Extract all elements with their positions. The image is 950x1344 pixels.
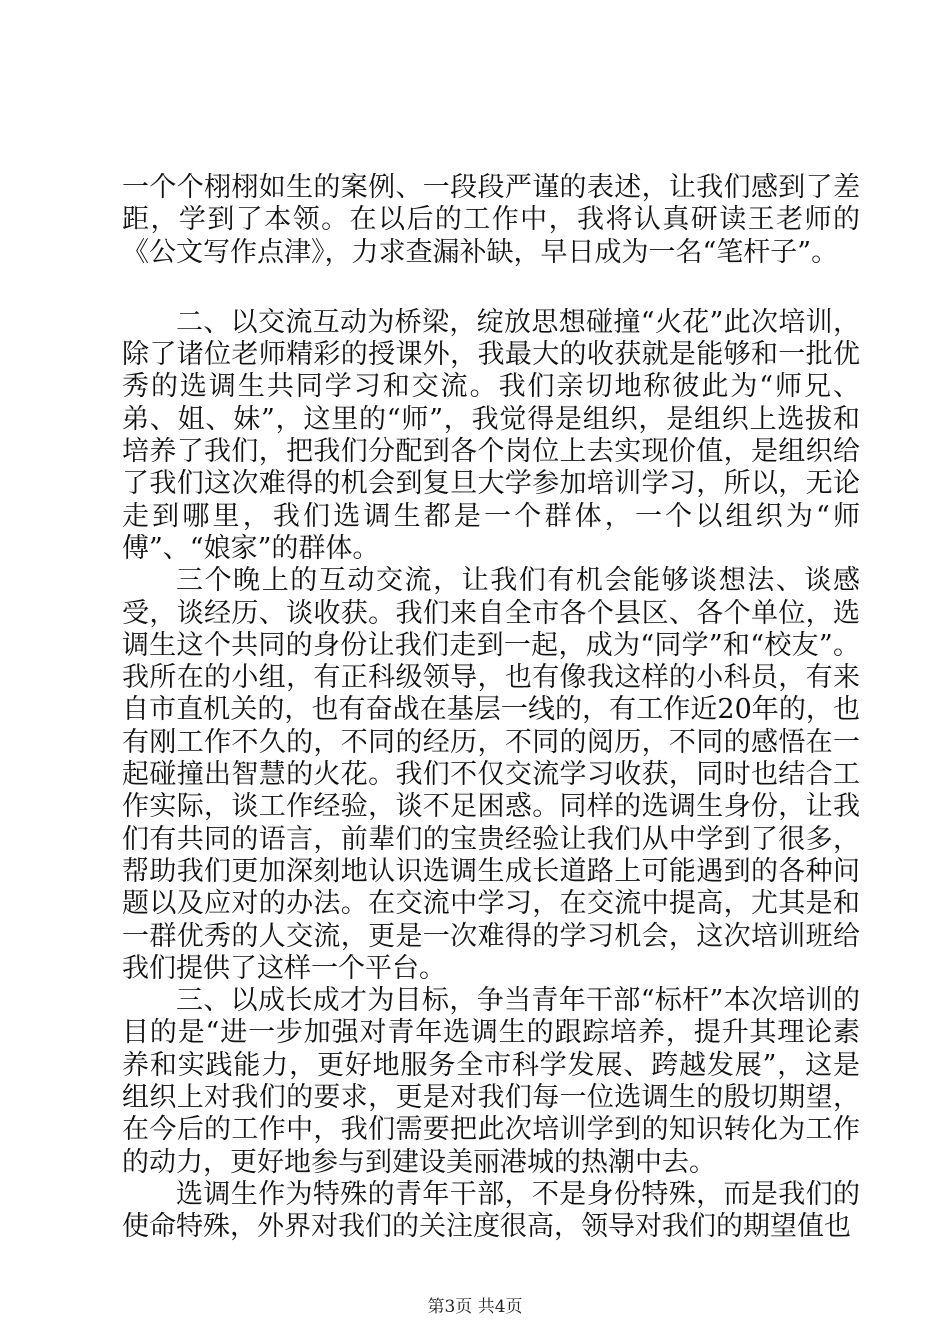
paragraph-continuation: 一个个栩栩如生的案例、一段段严谨的表述，让我们感到了差距，学到了本领。在以后的工作中，我将认真研读王老师的《公文写作点津》，力求查漏补缺，早日成为一名“笔杆子”。 [122,172,860,268]
document-body [122,172,860,1244]
paragraph-selected-graduates: 选调生作为特殊的青年干部，不是身份特殊，而是我们的使命特殊，外界对我们的关注度很高，领导对我们的期望值也 [122,1178,860,1243]
paragraph-evening-exchange: 三个晚上的互动交流，让我们有机会能够谈想法、谈感受，谈经历、谈收获。我们来自全市各个县区、各个单位，选调生这个共同的身份让我们走到一起，成为“同学”和“校友”。我所在的小组，有正科级领导，也有像我这样的小科员，有来自市直机关的，也有奋战在基层一线的，有工作近20年的，也有刚工作不久的，不同的经历，不同的阅历，不同的感悟在一起碰撞出智慧的火花。我们不仅交流学习收获，同时也结合工作实际，谈工作经验，谈不足困惑。同样的选调生身份，让我们有共同的语言，前辈们的宝贵经验让我们从中学到了很多，帮助我们更加深刻地认识选调生成长道路上可能遇到的各种问题以及应对的办法。在交流中学习，在交流中提高，尤其是和一群优秀的人交流，更是一次难得的学习机会，这次培训班给我们提供了这样一个平台。 [122,565,860,984]
paragraph-section-three: 三、以成长成才为目标，争当青年干部“标杆”本次培训的目的是“进一步加强对青年选调生的跟踪培养，提升其理论素养和实践能力，更好地服务全市科学发展、跨越发展”，这是组织上对我们的要求，更是对我们每一位选调生的殷切期望，在今后的工作中，我们需要把此次培训学到的知识转化为工作的动力，更好地参与到建设美丽港城的热潮中去。 [122,985,860,1178]
page-footer: 第3页 共4页 [427,1297,523,1317]
paragraph-section-two: 二、以交流互动为桥梁，绽放思想碰撞“火花”此次培训，除了诸位老师精彩的授课外，我最大的收获就是能够和一批优秀的选调生共同学习和交流。我们亲切地称彼此为“师兄、弟、姐、妹”，这里的“师”，我觉得是组织，是组织上选拔和培养了我们，把我们分配到各个岗位上去实现价值，是组织给了我们这次难得的机会到复旦大学参加培训学习，所以，无论走到哪里，我们选调生都是一个群体，一个以组织为“师傅”、“娘家”的群体。 [122,306,860,564]
paragraph-gap [122,269,860,307]
